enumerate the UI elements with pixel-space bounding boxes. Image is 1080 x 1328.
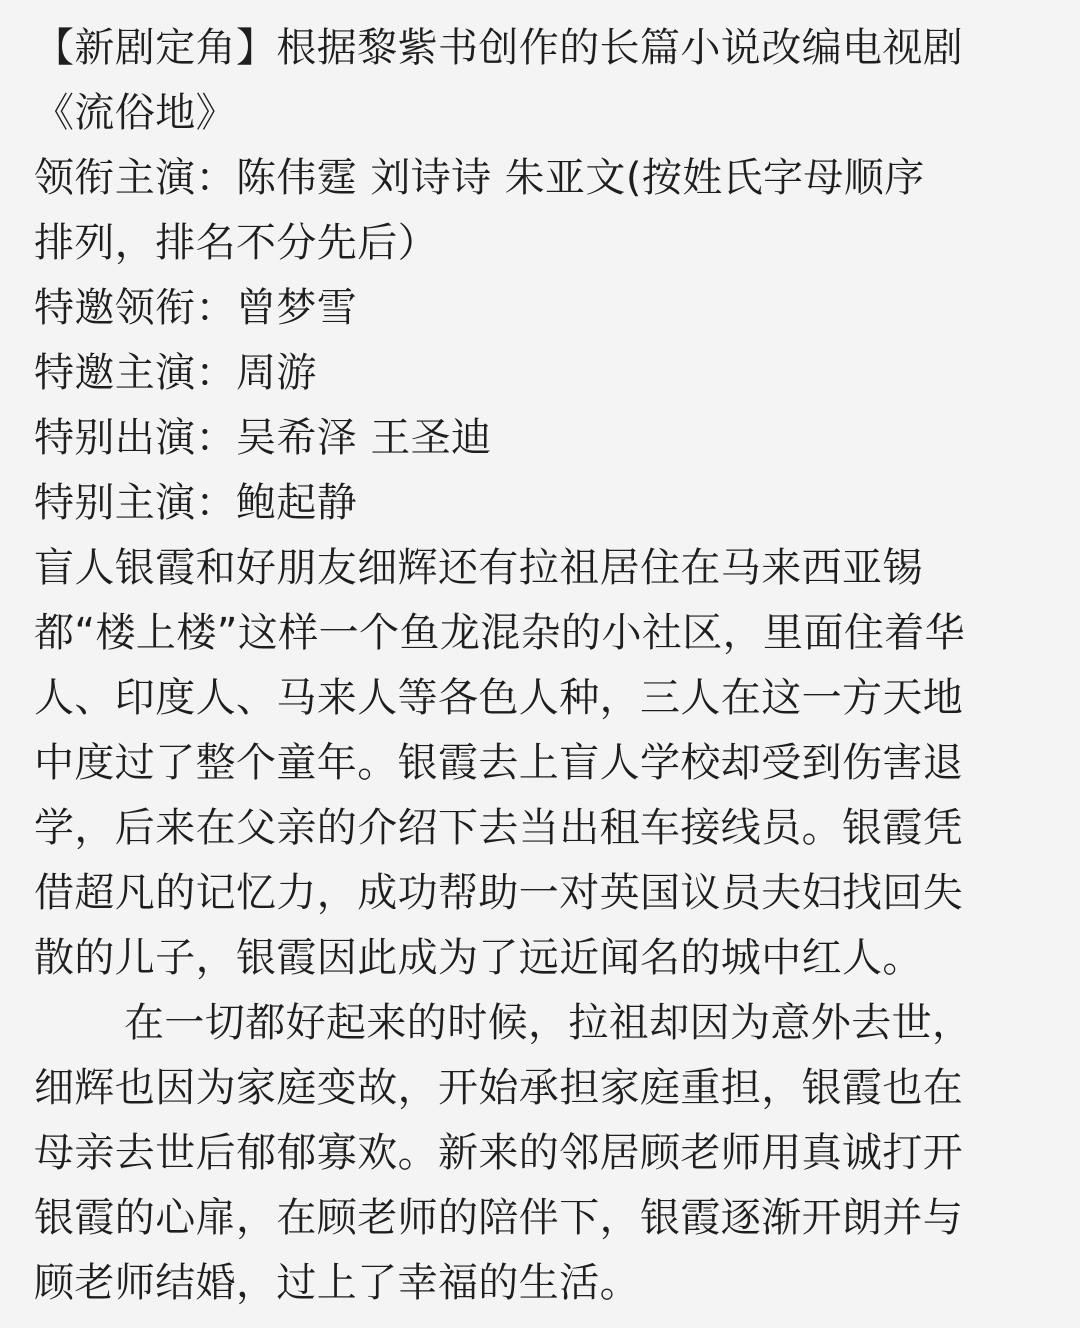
synopsis-line: 借超凡的记忆力，成功帮助一对英国议员夫妇找回失 <box>34 870 964 916</box>
cast-line-special-guest: 特别主演：鲍起静 <box>34 480 358 526</box>
title-line-2: 《流俗地》 <box>34 90 236 136</box>
synopsis-line: 盲人银霞和好朋友细辉还有拉祖居住在马来西亚锡 <box>34 545 923 591</box>
synopsis-line: 细辉也因为家庭变故，开始承担家庭重担，银霞也在 <box>34 1065 964 1111</box>
cast-line-lead-actors-note: 排列，排名不分先后） <box>34 220 438 266</box>
synopsis-line: 顾老师结婚，过上了幸福的生活。 <box>34 1260 640 1306</box>
synopsis-line: 银霞的心扉，在顾老师的陪伴下，银霞逐渐开朗并与 <box>34 1195 964 1241</box>
synopsis-line: 母亲去世后郁郁寡欢。新来的邻居顾老师用真诚打开 <box>34 1130 964 1176</box>
cast-line-lead-actors: 领衔主演：陈伟霆 刘诗诗 朱亚文(按姓氏字母顺序 <box>34 155 925 201</box>
synopsis-line: 中度过了整个童年。银霞去上盲人学校却受到伤害退 <box>34 740 964 786</box>
synopsis-line: 散的儿子，银霞因此成为了远近闻名的城中红人。 <box>34 935 923 981</box>
cast-line-special-appearance: 特别出演：吴希泽 王圣迪 <box>34 415 492 461</box>
synopsis-line: 都“楼上楼”这样一个鱼龙混杂的小社区，里面住着华 <box>34 610 966 656</box>
cast-line-special-lead: 特邀领衔：曾梦雪 <box>34 285 358 331</box>
title-line-1: 【新剧定角】根据黎紫书创作的长篇小说改编电视剧 <box>34 25 964 71</box>
synopsis-line: 人、印度人、马来人等各色人种，三人在这一方天地 <box>34 675 964 721</box>
synopsis-line: 在一切都好起来的时候，拉祖却因为意外去世， <box>124 1000 973 1046</box>
synopsis-line: 学，后来在父亲的介绍下去当出租车接线员。银霞凭 <box>34 805 964 851</box>
cast-line-special-starring: 特邀主演：周游 <box>34 350 317 396</box>
